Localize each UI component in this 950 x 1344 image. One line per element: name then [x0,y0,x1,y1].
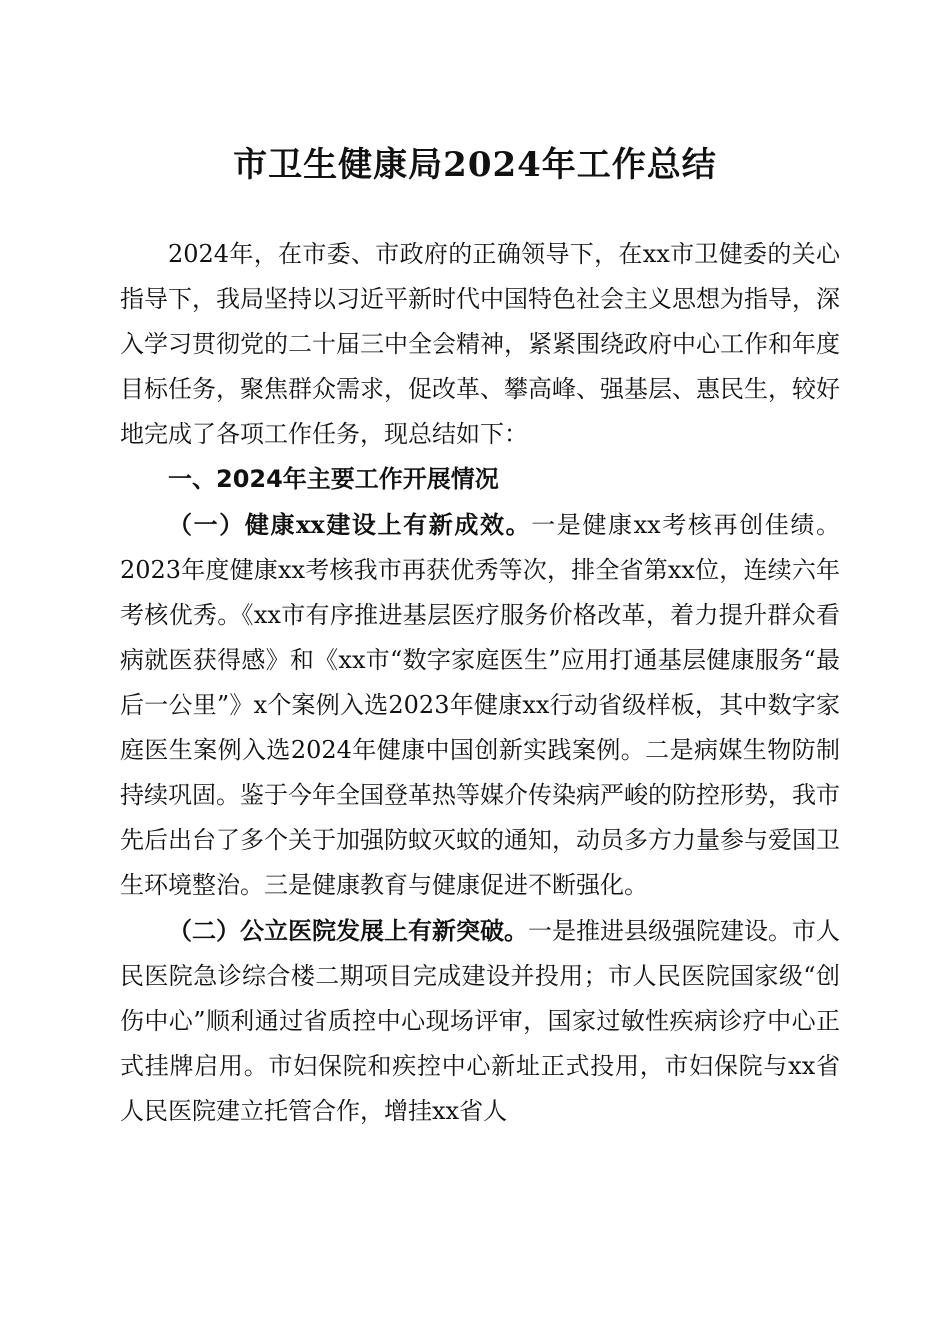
subsection-2-paragraph [120,908,840,1134]
subsection-1-paragraph [120,502,840,908]
subsection-2-body: 一是推进县级强院建设。市人民医院急诊综合楼二期项目完成建设并投用；市人民医院国家级“创伤中心”顺利通过省质控中心现场评审，国家过敏性疾病诊疗中心正式挂牌启用。市妇保院和疾控中心新址正式投用，市妇保院与xx省人民医院建立托管合作，增挂xx省人 [120,917,840,1125]
intro-paragraph: 2024年，在市委、市政府的正确领导下，在xx市卫健委的关心指导下，我局坚持以习近平新时代中国特色社会主义思想为指导，深入学习贯彻党的二十届三中全会精神，紧紧围绕政府中心工作和年度目标任务，聚焦群众需求，促改革、攀高峰、强基层、惠民生，较好地完成了各项工作任务，现总结如下： [120,240,840,448]
section-heading [120,457,840,502]
subsection-1-body: 一是健康xx考核再创佳绩。2023年度健康xx考核我市再获优秀等次，排全省第xx位，连续六年考核优秀。《xx市有序推进基层医疗服务价格改革，着力提升群众看病就医获得感》和《xx市“数字家庭医生”应用打通基层健康服务“最后一公里”》x个案例入选2023年健康xx行动省级样板，其中数字家庭医生案例入选2024年健康中国创新实践案例。二是病媒生物防制持续巩固。鉴于今年全国登革热等媒介传染病严峻的防控形势，我市先后出台了多个关于加强防蚊灭蚊的通知，动员多方力量参与爱国卫生环境整治。三是健康教育与健康促进不断强化。 [120,511,840,899]
section1-heading: 一、2024年主要工作开展情况 [168,465,499,493]
subsection-2-heading: （二）公立医院发展上有新突破。 [168,916,528,945]
page-title: 市卫生健康局2024年工作总结 [233,145,717,185]
document-body [120,232,840,1134]
subsection-1-heading: （一）健康xx建设上有新成效。 [168,510,532,539]
